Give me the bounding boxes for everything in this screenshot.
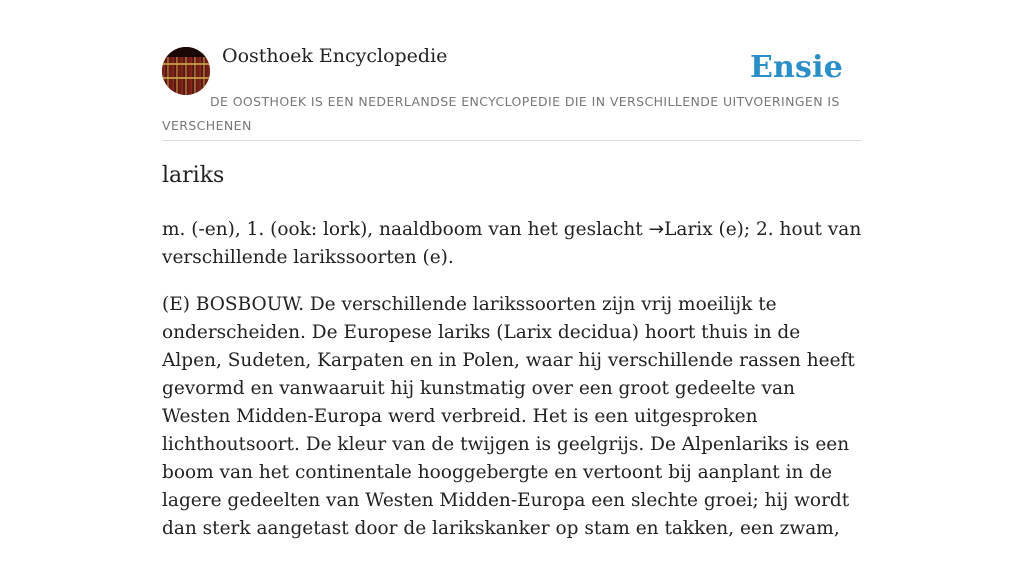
entry-title: lariks [162,163,225,188]
arrow-icon: → [648,219,665,240]
ensie-logo-link[interactable]: Ensie [749,50,843,85]
site-header [162,0,862,141]
definition-paragraph [162,216,864,272]
gold-band [162,63,210,65]
encyclopedia-books-avatar[interactable] [162,47,210,95]
definition-text: m. (-en), 1. (ook: lork), naaldboom van het geslacht [162,219,649,240]
entry-body [162,216,864,562]
page-container [162,0,862,539]
bosbouw-paragraph: (E) BOSBOUW. De verschillende larikssoorten zijn vrij moeilijk te onderscheiden. De Europese lariks (Larix decidua) hoort thuis in de Alpen, Sudeten, Karpaten en in Polen, waar hij verschillende rassen heeft gevormd en vanwaaruit hij kunstmatig over een groot gedeelte van Westen Midden-Europa werd verbreid. Het is een uitgesproken lichthoutsoort. De kleur van de twijgen is geelgrijs. De Alpenlariks is een boom van het continentale hooggebergte en vertoont bij aanplant in de lagere gedeelten van Westen Midden-Europa een slechte groei; hij wordt dan sterk aangetast door de larikskanker op stam en takken, een zwam, [162,294,855,539]
site-tagline: DE OOSTHOEK IS EEN NEDERLANDSE ENCYCLOPEDIE DIE IN VERSCHILLENDE UITVOERINGEN IS VERSCHENEN [162,94,840,133]
gold-band [162,77,210,79]
larix-link-label: Larix [664,219,713,240]
definition-text-continued: (e); 2. hout van verschillende larikssoorten (e). [162,219,862,268]
avatar-shadow [162,47,210,57]
larix-link[interactable] [649,219,713,240]
site-title-link[interactable]: Oosthoek Encyclopedie [222,45,448,67]
